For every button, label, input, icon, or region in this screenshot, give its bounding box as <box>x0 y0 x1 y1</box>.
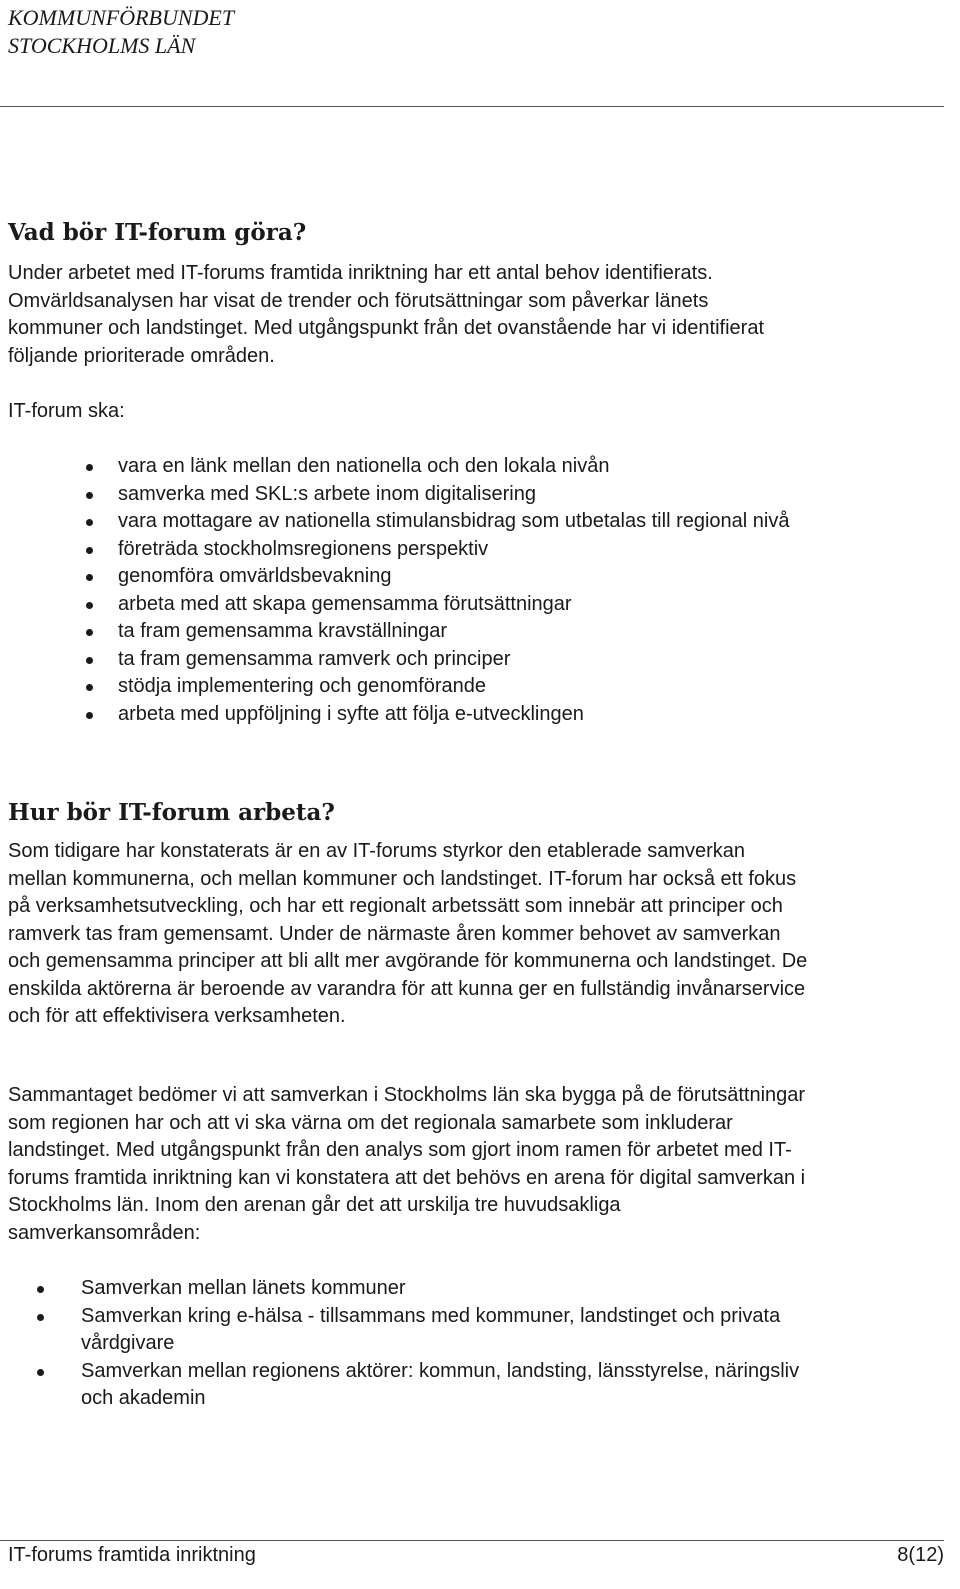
list-item-text: ta fram gemensamma ramverk och principer <box>118 647 511 670</box>
list-item-text: samverka med SKL:s arbete inom digitalisering <box>118 482 536 505</box>
list-item-text: Samverkan mellan länets kommuner <box>81 1277 406 1299</box>
footer-divider <box>0 1540 944 1541</box>
list-item-text: företräda stockholmsregionens perspektiv <box>118 537 489 560</box>
list-item-text: stödja implementering och genomförande <box>118 675 486 697</box>
list-item-text: arbeta med uppföljning i syfte att följa e-utvecklingen <box>118 702 584 725</box>
tasks-list <box>118 453 798 728</box>
footer-page-number: 8(12) <box>897 1544 944 1566</box>
list-item <box>118 591 798 619</box>
organization-name <box>8 4 234 60</box>
header-divider <box>0 106 944 107</box>
list-item-text: ta fram gemensamma kravställningar <box>118 620 448 642</box>
section-heading-what: Vad bör IT-forum göra? <box>8 219 307 246</box>
intro-paragraph: Under arbetet med IT-forums framtida inriktning har ett antal behov identifierats. Omvärldsanalysen har visat de trender och förutsättningar som påverkar länets kommuner och landstinget. Med utgångspunkt från det ovanstående har vi identifierat följande prioriterade områden. <box>8 262 765 367</box>
list-item <box>118 536 798 564</box>
bullet-icon <box>86 547 93 554</box>
list-item <box>118 481 798 509</box>
list-item <box>118 563 798 591</box>
body-paragraph-2: Sammantaget bedömer vi att samverkan i Stockholms län ska bygga på de förutsättningar som regionen har och att vi ska värna om det regionala samarbete som inkluderar landstinget. Med utgångspunkt från den analys som gjort inom ramen för arbetet med IT-forums framtida inriktning kan vi konstatera att det behövs en arena för digital samverkan i Stockholms län. Inom den arenan går det att urskilja tre huvudsakliga samverkansområden: <box>8 1084 806 1244</box>
list-item-text: vara mottagare av nationella stimulansbidrag som utbetalas till regional nivå <box>118 510 790 532</box>
bullet-icon <box>37 1314 44 1321</box>
list-item-text: arbeta med att skapa gemensamma förutsättningar <box>118 592 572 615</box>
list-item <box>118 508 798 536</box>
list-item <box>118 453 798 481</box>
list-item-text: Samverkan kring e-hälsa - tillsammans med kommuner, landstinget och privata vårdgivare <box>81 1304 781 1354</box>
footer-document-title: IT-forums framtida inriktning <box>8 1544 256 1566</box>
section-heading-how: Hur bör IT-forum arbeta? <box>8 799 335 826</box>
list-item <box>118 618 798 646</box>
list-item-text: Samverkan mellan regionens aktörer: kommun, landsting, länsstyrelse, näringsliv och akademin <box>81 1359 800 1409</box>
org-name-line2: STOCKHOLMS LÄN <box>8 33 196 58</box>
bullet-icon <box>86 574 93 581</box>
list-item <box>81 1275 801 1303</box>
bullet-icon <box>86 684 93 691</box>
list-item <box>118 701 798 729</box>
list-item <box>81 1358 801 1413</box>
bullet-icon <box>86 602 93 609</box>
list-item-text: genomföra omvärldsbevakning <box>118 565 392 587</box>
bullet-icon <box>86 657 93 664</box>
body-paragraph-1: Som tidigare har konstaterats är en av IT-forums styrkor den etablerade samverkan mellan kommunerna, och mellan kommuner och landstinget. IT-forum har också ett fokus på verksamhetsutveckling, och har ett regionalt arbetssätt som innebär att principer och ramverk tas fram gemensamt. Under de närmaste åren kommer behovet av samverkan och gemensamma principer att bli allt mer avgörande för kommunerna och landstinget. De enskilda aktörerna är beroende av varandra för att kunna ger en fullständig invånarservice och för att effektivisera verksamheten. <box>8 840 808 1027</box>
list-item <box>118 646 798 674</box>
bullet-icon <box>37 1286 44 1293</box>
bullet-icon <box>86 492 93 499</box>
list-item <box>81 1303 801 1358</box>
bullet-icon <box>37 1369 44 1376</box>
list-item-text: vara en länk mellan den nationella och den lokala nivån <box>118 455 610 477</box>
list-item <box>118 673 798 701</box>
bullet-icon <box>86 464 93 471</box>
collaboration-areas-list <box>81 1275 801 1413</box>
list-lead-text: IT-forum ska: <box>8 400 125 422</box>
bullet-icon <box>86 712 93 719</box>
org-name-line1: KOMMUNFÖRBUNDET <box>8 5 235 30</box>
bullet-icon <box>86 519 93 526</box>
bullet-icon <box>86 629 93 636</box>
